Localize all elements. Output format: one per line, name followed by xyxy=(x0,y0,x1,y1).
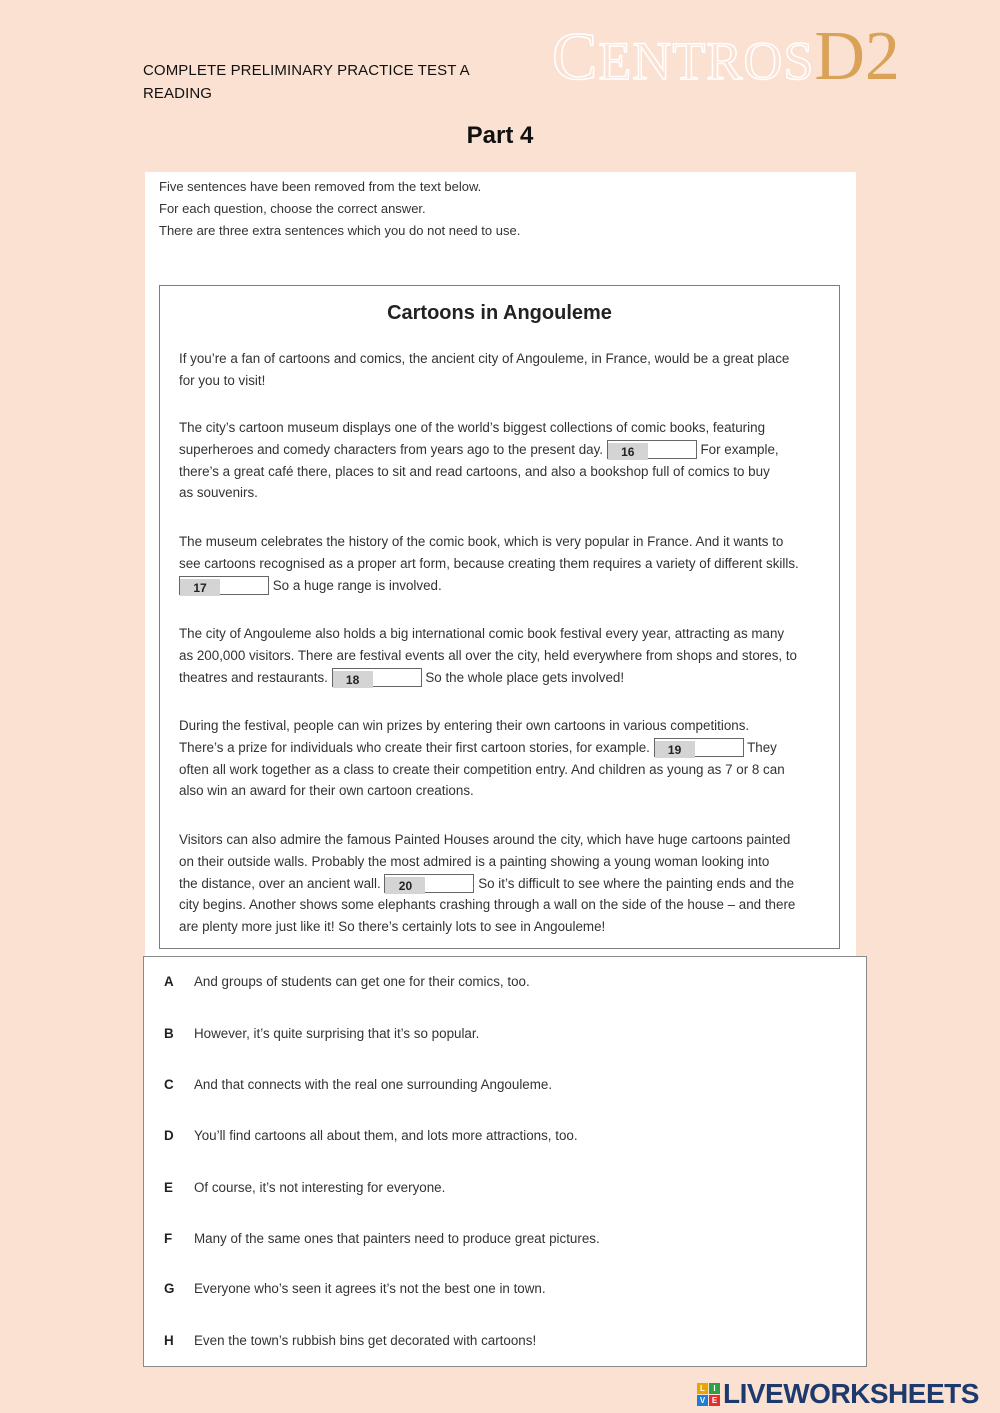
option-letter: H xyxy=(164,1333,174,1348)
gap-number: 18 xyxy=(333,671,373,688)
text-fragment: They xyxy=(747,739,777,755)
liveworksheets-logo[interactable] xyxy=(697,1378,979,1410)
text-line: see cartoons recognised as a proper art form, because creating them requires a variety of different skills. xyxy=(179,555,799,571)
option-h xyxy=(164,1333,536,1348)
gap-number: 17 xyxy=(180,579,220,596)
text-fragment: So the whole place gets involved! xyxy=(425,669,625,685)
answer-gap-16[interactable] xyxy=(607,440,697,459)
paragraph-1 xyxy=(179,348,827,392)
test-title: COMPLETE PRELIMINARY PRACTICE TEST A xyxy=(143,62,470,79)
part-title: Part 4 xyxy=(466,122,534,149)
text-line: If you’re a fan of cartoons and comics, the ancient city of Angouleme, in France, would be a great place xyxy=(179,351,790,366)
options-box xyxy=(143,956,867,1367)
option-text: Everyone who’s seen it agrees it’s not the best one in town. xyxy=(194,1281,546,1296)
text-line: there’s a great café there, places to sit and read cartoons, and also a bookshop full of comics to buy xyxy=(179,463,770,479)
gap-number: 16 xyxy=(608,443,648,460)
text-line: city begins. Another shows some elephants crashing through a wall on the side of the house – and there xyxy=(179,897,796,913)
option-letter: G xyxy=(164,1281,175,1296)
gap-number: 19 xyxy=(655,741,695,758)
text-fragment: the distance, over an ancient wall. xyxy=(179,875,381,891)
text-line: The museum celebrates the history of the comic book, which is very popular in France. And it wants to xyxy=(179,534,784,549)
option-letter: A xyxy=(164,974,174,989)
logo-tile: L xyxy=(697,1383,708,1394)
paragraph-4 xyxy=(179,623,827,688)
text-fragment: For example, xyxy=(700,441,779,457)
article-title: Cartoons in Angouleme xyxy=(387,302,612,324)
brand-name-part2: D2 xyxy=(814,18,900,95)
paragraph-5 xyxy=(179,715,827,802)
text-fragment: theatres and restaurants. xyxy=(179,669,328,685)
logo-tile: E xyxy=(709,1395,720,1406)
gap-number: 20 xyxy=(385,877,425,894)
text-line: as 200,000 visitors. There are festival events all over the city, held everywhere from shops and stores, to xyxy=(179,647,798,663)
option-letter: D xyxy=(164,1128,174,1143)
text-line: also win an award for their own cartoon creations. xyxy=(179,783,474,799)
paragraph-2 xyxy=(179,417,827,504)
text-line: Visitors can also admire the famous Painted Houses around the city, which have huge cartoons painted xyxy=(179,832,791,847)
option-g xyxy=(164,1281,546,1296)
paragraph-6 xyxy=(179,829,827,938)
option-e xyxy=(164,1180,445,1195)
text-line xyxy=(179,873,827,895)
text-line: on their outside walls. Probably the most admired is a painting showing a young woman looking into xyxy=(179,853,770,869)
option-text: However, it’s quite surprising that it’s so popular. xyxy=(194,1026,480,1041)
option-text: Of course, it’s not interesting for everyone. xyxy=(194,1180,446,1195)
text-line: During the festival, people can win prizes by entering their own cartoons in various competitions. xyxy=(179,718,750,733)
logo-tile: V xyxy=(697,1395,708,1406)
text-line xyxy=(179,737,827,759)
instruction-line: There are three extra sentences which you do not need to use. xyxy=(159,223,521,238)
logo-tile: I xyxy=(709,1383,720,1394)
text-line: often all work together as a class to create their competition entry. And children as young as 7 or 8 can xyxy=(179,761,785,777)
option-a xyxy=(164,974,530,989)
option-text: And groups of students can get one for their comics, too. xyxy=(194,974,530,989)
option-letter: B xyxy=(164,1026,174,1041)
option-c xyxy=(164,1077,552,1092)
option-letter: E xyxy=(164,1180,173,1195)
option-d xyxy=(164,1128,578,1143)
text-fragment: There’s a prize for individuals who create their first cartoon stories, for example. xyxy=(179,739,650,755)
text-line xyxy=(179,439,827,461)
instruction-line: For each question, choose the correct answer. xyxy=(159,201,426,216)
paragraph-3 xyxy=(179,531,827,596)
answer-gap-18[interactable] xyxy=(332,668,422,687)
option-text: And that connects with the real one surrounding Angouleme. xyxy=(194,1077,553,1092)
option-letter: F xyxy=(164,1231,173,1246)
text-line: are plenty more just like it! So there’s certainly lots to see in Angouleme! xyxy=(179,919,606,935)
text-line: as souvenirs. xyxy=(179,485,258,501)
option-text: You’ll find cartoons all about them, and lots more attractions, too. xyxy=(194,1128,578,1143)
text-line: for you to visit! xyxy=(179,372,266,388)
text-line: The city’s cartoon museum displays one of the world’s biggest collections of comic books, featuring xyxy=(179,420,766,435)
liveworksheets-wordmark: LIVEWORKSHEETS xyxy=(723,1378,979,1409)
option-b xyxy=(164,1026,479,1041)
text-line xyxy=(179,575,827,597)
instruction-line: Five sentences have been removed from the text below. xyxy=(159,179,482,194)
answer-gap-20[interactable] xyxy=(384,874,474,893)
option-text: Many of the same ones that painters need to produce great pictures. xyxy=(194,1231,600,1246)
text-line: The city of Angouleme also holds a big international comic book festival every year, attracting as many xyxy=(179,626,785,641)
answer-gap-19[interactable] xyxy=(654,738,744,757)
option-f xyxy=(164,1231,600,1246)
answer-gap-17[interactable] xyxy=(179,576,269,595)
text-line xyxy=(179,667,827,689)
centros-d2-logo xyxy=(552,18,900,95)
option-letter: C xyxy=(164,1077,174,1092)
text-fragment: So it’s difficult to see where the painting ends and the xyxy=(478,875,795,891)
text-fragment: So a huge range is involved. xyxy=(272,577,442,593)
liveworksheets-icon xyxy=(697,1383,720,1406)
option-text: Even the town’s rubbish bins get decorated with cartoons! xyxy=(194,1333,537,1348)
test-section: READING xyxy=(143,85,213,102)
brand-name-part1: CENTROS xyxy=(552,18,815,94)
text-fragment: superheroes and comedy characters from years ago to the present day. xyxy=(179,441,604,457)
